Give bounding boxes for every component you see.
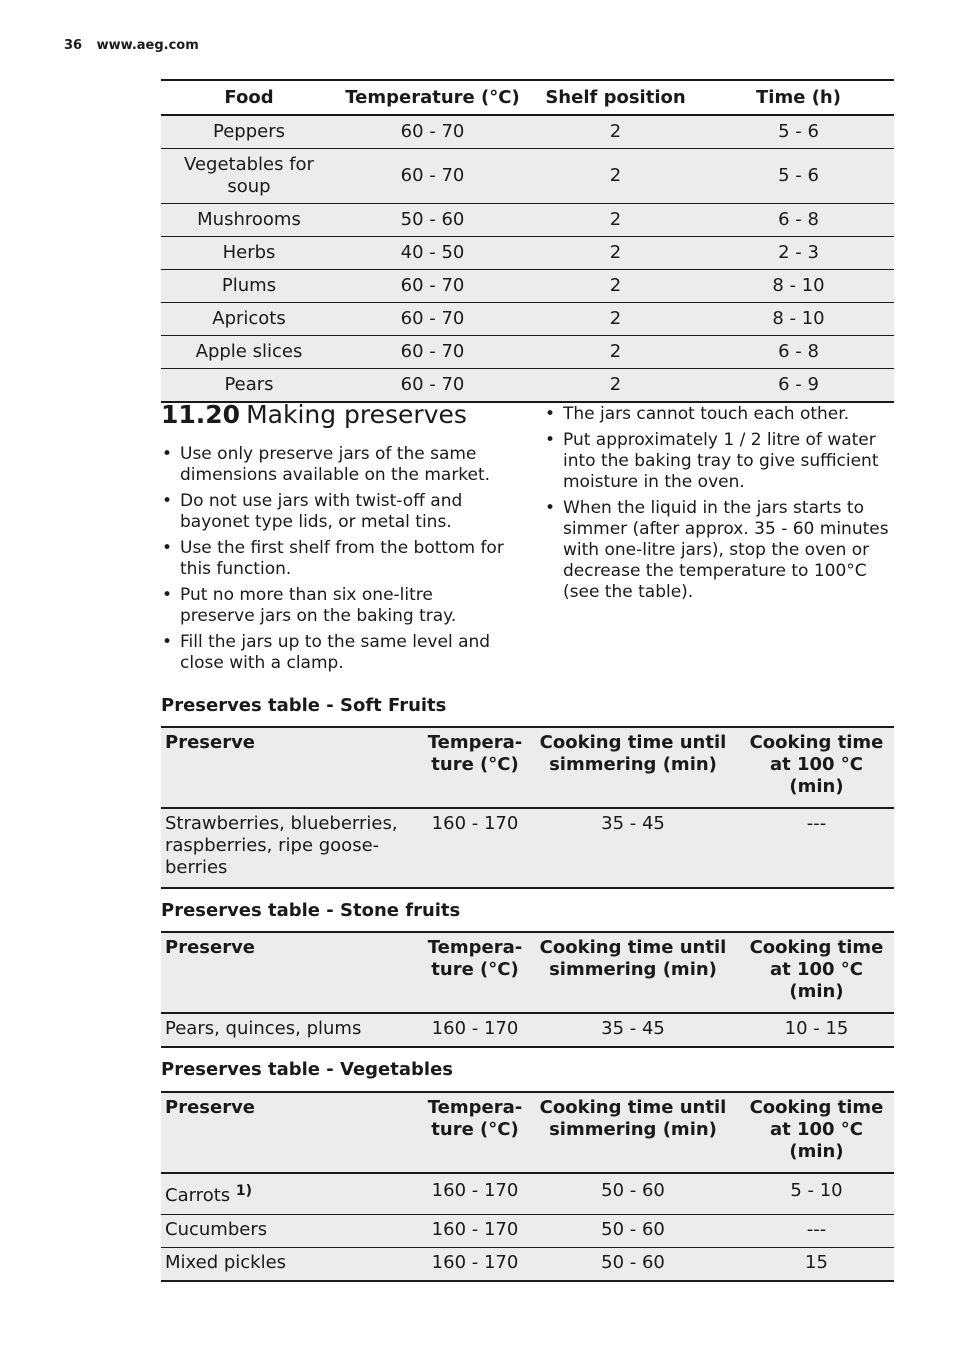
table-row: [161, 1215, 894, 1248]
food-cell: Herbs: [161, 237, 337, 270]
col-shelf-position: Shelf position: [528, 80, 703, 115]
shelf-cell: 2: [528, 336, 703, 369]
simmer-cell: 50 - 60: [527, 1248, 739, 1282]
preserve-cell: Pears, quinces, plums: [161, 1013, 423, 1047]
table-header: [161, 727, 894, 808]
bullet-icon: •: [545, 430, 556, 450]
col-time-at-100: Cooking time at 100 °C (min): [739, 932, 894, 1013]
table-row: [161, 336, 894, 369]
shelf-cell: 2: [528, 369, 703, 403]
drying-table-header: [161, 80, 894, 115]
temperature-cell: 160 - 170: [423, 1013, 527, 1047]
page-number: 36: [64, 38, 83, 53]
col-simmer-time: Cooking time until simmering (min): [527, 1092, 739, 1173]
table-row: [161, 1013, 894, 1047]
col-simmer-time: Cooking time until simmering (min): [527, 727, 739, 808]
list-item: • When the liquid in the jars starts to simmer (after approx. 35 - 60 minutes with one-litre jars), stop the oven or decrease the temperature to 100°C (see the table).: [545, 498, 889, 602]
simmer-cell: 50 - 60: [527, 1215, 739, 1248]
table-row: [161, 369, 894, 403]
list-item: • Use only preserve jars of the same dimensions available on the market.: [162, 444, 491, 485]
list-item: • Do not use jars with twist-off and bayonet type lids, or metal tins.: [162, 491, 463, 532]
drying-table: [161, 79, 894, 403]
stone-fruits-caption: Preserves table - Stone fruits: [161, 900, 461, 921]
time-cell: 2 - 3: [703, 237, 894, 270]
temperature-cell: 60 - 70: [337, 369, 528, 403]
shelf-cell: 2: [528, 115, 703, 149]
time-at-100-cell: 10 - 15: [739, 1013, 894, 1047]
food-cell: Plums: [161, 270, 337, 303]
temperature-cell: 160 - 170: [423, 808, 527, 888]
table-row: [161, 270, 894, 303]
time-at-100-cell: 15: [739, 1248, 894, 1282]
preserve-cell: Mixed pickles: [161, 1248, 423, 1282]
list-item: • Put no more than six one-litre preserve jars on the baking tray.: [162, 585, 457, 626]
table-row: [161, 1248, 894, 1282]
temperature-cell: 60 - 70: [337, 115, 528, 149]
table-header: [161, 1092, 894, 1173]
food-cell: Apricots: [161, 303, 337, 336]
bullet-icon: •: [545, 404, 556, 424]
shelf-cell: 2: [528, 204, 703, 237]
time-cell: 6 - 8: [703, 204, 894, 237]
table-row: [161, 204, 894, 237]
temperature-cell: 50 - 60: [337, 204, 528, 237]
vegetables-caption: Preserves table - Vegetables: [161, 1059, 453, 1080]
time-cell: 8 - 10: [703, 270, 894, 303]
preserve-cell: Carrots $^{1)}$: [161, 1173, 423, 1215]
col-temperature: Tempera-ture (°C): [423, 932, 527, 1013]
shelf-cell: 2: [528, 149, 703, 204]
instructions-right: [544, 404, 889, 608]
website-link[interactable]: www.aeg.com: [96, 38, 199, 53]
food-cell: Pears: [161, 369, 337, 403]
section-heading: [161, 400, 467, 429]
temperature-cell: 160 - 170: [423, 1215, 527, 1248]
food-cell: Mushrooms: [161, 204, 337, 237]
soft-fruits-table: [161, 726, 894, 889]
time-at-100-cell: ---: [739, 1215, 894, 1248]
bullet-icon: •: [162, 491, 173, 511]
preserve-cell: Cucumbers: [161, 1215, 423, 1248]
temperature-cell: 40 - 50: [337, 237, 528, 270]
col-temperature: Tempera-ture (°C): [423, 1092, 527, 1173]
time-cell: 5 - 6: [703, 149, 894, 204]
simmer-cell: 50 - 60: [527, 1173, 739, 1215]
instructions-left: [161, 444, 511, 679]
bullet-icon: •: [545, 498, 556, 518]
list-item: • The jars cannot touch each other.: [545, 404, 850, 424]
bullet-icon: •: [162, 585, 173, 605]
shelf-cell: 2: [528, 237, 703, 270]
col-food: Food: [161, 80, 337, 115]
soft-fruits-caption: Preserves table - Soft Fruits: [161, 695, 447, 716]
bullet-icon: •: [162, 444, 173, 464]
table-row: [161, 808, 894, 888]
temperature-cell: 160 - 170: [423, 1173, 527, 1215]
page-header: [64, 38, 199, 53]
vegetables-table: [161, 1091, 894, 1282]
food-cell: Peppers: [161, 115, 337, 149]
list-item: • Put approximately 1 / 2 litre of water into the baking tray to give sufficient moisture in the oven.: [545, 430, 879, 492]
footnote-marker[interactable]: 1): [235, 1183, 253, 1199]
preserve-cell: Strawberries, blueberries, raspberries, ripe goose-berries: [161, 808, 423, 888]
shelf-cell: 2: [528, 303, 703, 336]
temperature-cell: 60 - 70: [337, 149, 528, 204]
col-time-at-100: Cooking time at 100 °C (min): [739, 727, 894, 808]
table-row: [161, 237, 894, 270]
col-time-at-100: Cooking time at 100 °C (min): [739, 1092, 894, 1173]
temperature-cell: 60 - 70: [337, 336, 528, 369]
table-row: [161, 303, 894, 336]
food-cell: Vegetables for soup: [161, 149, 337, 204]
shelf-cell: 2: [528, 270, 703, 303]
table-header: [161, 932, 894, 1013]
section-title: Making preserves: [246, 400, 467, 429]
temperature-cell: 160 - 170: [423, 1248, 527, 1282]
section-number: 11.20: [161, 400, 241, 429]
col-temperature: Tempera-ture (°C): [423, 727, 527, 808]
temperature-cell: 60 - 70: [337, 303, 528, 336]
table-row: [161, 115, 894, 149]
col-time: Time (h): [703, 80, 894, 115]
time-cell: 8 - 10: [703, 303, 894, 336]
bullet-icon: •: [162, 632, 173, 652]
simmer-cell: 35 - 45: [527, 1013, 739, 1047]
list-item: • Fill the jars up to the same level and close with a clamp.: [162, 632, 491, 673]
bullet-icon: •: [162, 538, 173, 558]
col-preserve: Preserve: [161, 932, 423, 1013]
time-at-100-cell: 5 - 10: [739, 1173, 894, 1215]
col-preserve: Preserve: [161, 1092, 423, 1173]
simmer-cell: 35 - 45: [527, 808, 739, 888]
time-cell: 6 - 9: [703, 369, 894, 403]
stone-fruits-table: [161, 931, 894, 1048]
col-preserve: Preserve: [161, 727, 423, 808]
food-cell: Apple slices: [161, 336, 337, 369]
col-temperature: Temperature (°C): [337, 80, 528, 115]
list-item: • Use the first shelf from the bottom for this function.: [162, 538, 504, 579]
table-row: [161, 149, 894, 204]
time-cell: 5 - 6: [703, 115, 894, 149]
col-simmer-time: Cooking time until simmering (min): [527, 932, 739, 1013]
time-cell: 6 - 8: [703, 336, 894, 369]
table-row: [161, 1173, 894, 1215]
time-at-100-cell: ---: [739, 808, 894, 888]
temperature-cell: 60 - 70: [337, 270, 528, 303]
